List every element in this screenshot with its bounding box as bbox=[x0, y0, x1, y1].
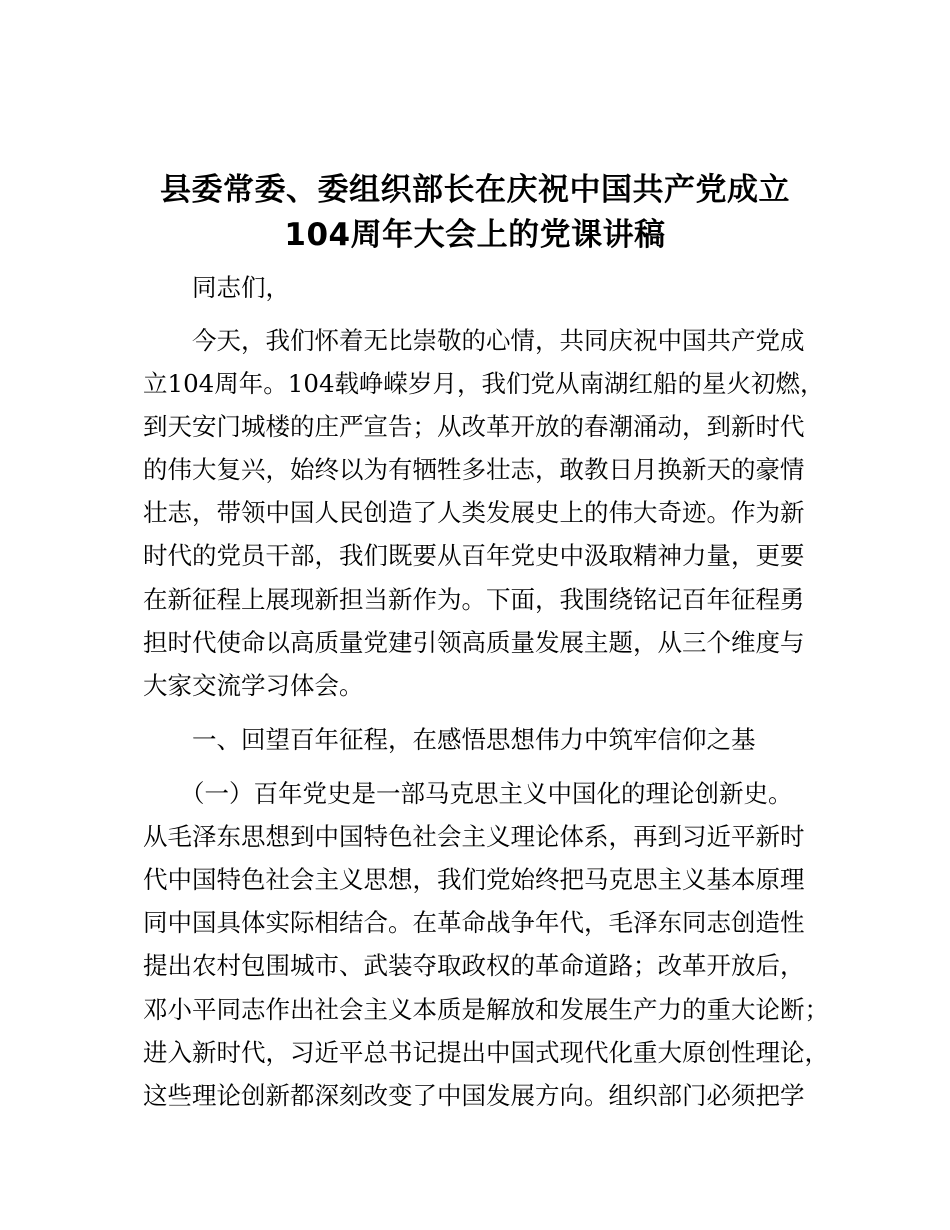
paragraph-2-line: 进入新时代，习近平总书记提出中国式现代化重大原创性理论， bbox=[143, 1038, 829, 1067]
paragraph-2-line: 这些理论创新都深刻改变了中国发展方向。组织部门必须把学 bbox=[143, 1081, 805, 1110]
document-title-line-1: 县委常委、委组织部长在庆祝中国共产党成立 bbox=[160, 172, 790, 208]
paragraph-1-line: 立104周年。104载峥嵘岁月，我们党从南湖红船的星火初燃， bbox=[143, 369, 825, 398]
paragraph-2-line: 邓小平同志作出社会主义本质是解放和发展生产力的重大论断； bbox=[143, 995, 829, 1024]
greeting: 同志们， bbox=[192, 273, 290, 302]
paragraph-1-line: 担时代使命以高质量党建引领高质量发展主题，从三个维度与 bbox=[143, 628, 805, 657]
paragraph-1-line: 在新征程上展现新担当新作为。下面，我围绕铭记百年征程勇 bbox=[143, 585, 805, 614]
paragraph-2-line: 从毛泽东思想到中国特色社会主义理论体系，再到习近平新时 bbox=[143, 822, 805, 851]
paragraph-2-line: 提出农村包围城市、武装夺取政权的革命道路；改革开放后， bbox=[143, 951, 805, 980]
paragraph-1-line: 的伟大复兴，始终以为有牺牲多壮志，敢教日月换新天的豪情 bbox=[143, 455, 805, 484]
paragraph-2-line: 代中国特色社会主义思想，我们党始终把马克思主义基本原理 bbox=[143, 865, 805, 894]
paragraph-1-line: 大家交流学习体会。 bbox=[143, 671, 364, 700]
section-heading-1: 一、回望百年征程，在感悟思想伟力中筑牢信仰之基 bbox=[192, 725, 756, 754]
paragraph-1-line: 时代的党员干部，我们既要从百年党史中汲取精神力量，更要 bbox=[143, 541, 805, 570]
paragraph-2-line: （一）百年党史是一部马克思主义中国化的理论创新史。 bbox=[180, 779, 793, 808]
paragraph-1-line: 到天安门城楼的庄严宣告；从改革开放的春潮涌动，到新时代 bbox=[143, 412, 805, 441]
paragraph-1-line: 壮志，带领中国人民创造了人类发展史上的伟大奇迹。作为新 bbox=[143, 498, 805, 527]
paragraph-2-line: 同中国具体实际相结合。在革命战争年代，毛泽东同志创造性 bbox=[143, 908, 805, 937]
paragraph-1-line: 今天，我们怀着无比崇敬的心情，共同庆祝中国共产党成 bbox=[192, 326, 805, 355]
document-title-line-2: 104周年大会上的党课讲稿 bbox=[284, 217, 666, 253]
